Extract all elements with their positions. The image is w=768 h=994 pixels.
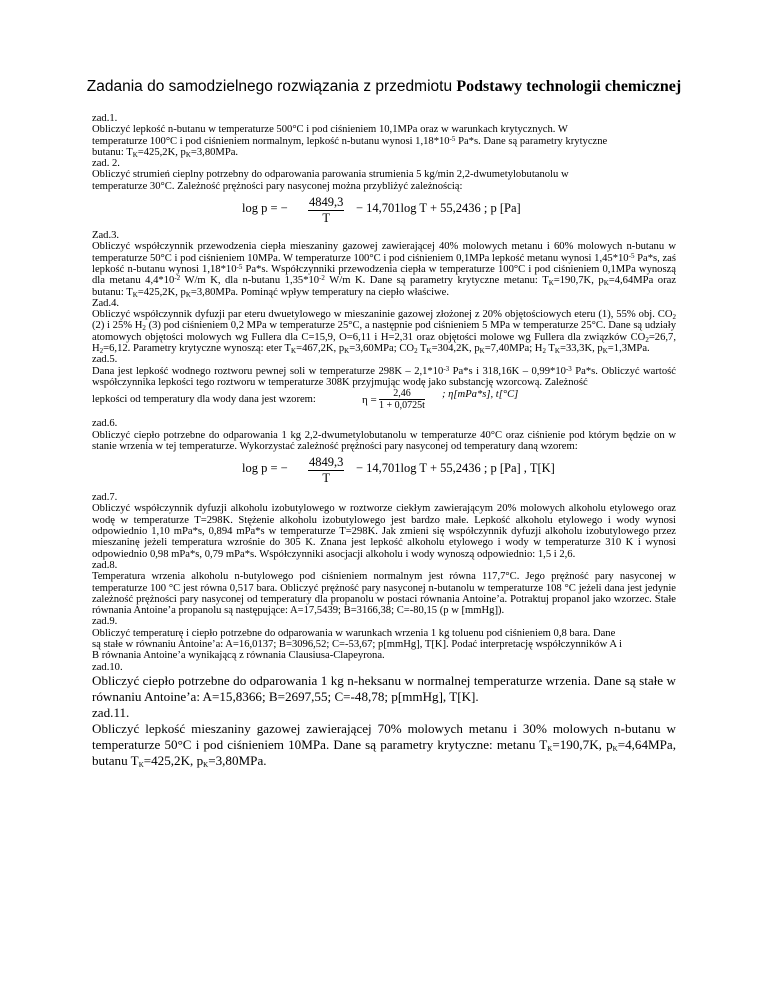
- task-2-line-2: temperaturze 30°C. Zależność prężności pary nasyconej można przybliżyć zależnością:: [92, 180, 463, 192]
- page-title: [0, 78, 768, 96]
- task-4-heading: Zad.4.: [92, 297, 120, 309]
- task-9-line-3: B równania Antoine’a wynikającą z równania Clausiusa-Clapeyrona.: [92, 650, 385, 662]
- task-6-heading: zad.6.: [92, 418, 118, 430]
- vapor-pressure-equation-1: [92, 192, 676, 230]
- task-9-heading: zad.9.: [92, 616, 118, 628]
- task-1-heading: zad.1.: [92, 113, 118, 124]
- task-9-line-2: są stałe w równaniu Antoine’a: A=16,0137; B=3096,52; C=-53,67; p[mmHg], T[K]. Podać interpretację współczynników A i: [92, 638, 622, 650]
- task-8-heading: zad.8.: [92, 559, 118, 571]
- task-5-text: Dana jest lepkość wodnego roztworu pewnej soli w temperaturze $298K - 2,1*10^{-3}$ Pa*s i $318,16K - 0,99*10^{-3}$ Pa*s. Obliczyć wartość współczynnika lepkości tego roztworu w temperaturze 308K przyjmując wodę jako substancję wzorcową. Zależność: [92, 364, 676, 388]
- task-10-heading: zad.10.: [92, 661, 123, 673]
- water-viscosity-formula: [92, 388, 676, 412]
- task-3-heading: Zad.3.: [92, 230, 120, 242]
- task-2-line-1: Obliczyć strumień cieplny potrzebny do odparowania parowania strumienia 5 kg/min 2,2-dwumetylobutanolu w: [92, 169, 569, 181]
- task-list: [92, 113, 676, 769]
- task-2-heading: zad. 2.: [92, 158, 120, 170]
- task-1-line-2: temperaturze 100°C i pod ciśnieniem normalnym, lepkość n-butanu wynosi $1,18*10^{-5}$ Pa*s. Dane są parametry krytyczne: [92, 134, 608, 147]
- equation-fraction: $\frac{4849,3}{T}$: [309, 195, 344, 226]
- task-7-text: Obliczyć współczynnik dyfuzji alkoholu izobutylowego w roztworze ciekłym zawierającym 20% molowych alkoholu etylowego oraz wodę w temperaturze T=298K. Stężenie alkoholu izobutylowego jest bardzo małe. Lepkość alkoholu etylowego i wody wynosi odpowiednio 1,10 mPa*s, 0,894 mPa*s w temperaturze T=298K. Jak zmieni się współczynnik dyfuzji alkoholu izobutylowego przez mieszaninę jeżeli temperatura wzrośnie do 305 K. Znana jest lepkość alkoholu etylowego i wody w temperaturze 310 K i wynosi odpowiednio 0,98 mPa*s, 0,79 mPa*s. Współczynniki asocjacji alkoholu i wody wynoszą odpowiednio: 1,5 i 2,6.: [92, 503, 676, 560]
- title-subject: Podstawy technologii chemicznej: [456, 78, 682, 95]
- viscosity-units: ; η[mPa*s], t[°C]: [442, 389, 519, 401]
- equation-2-fraction: $\frac{4849,3}{T}$: [309, 455, 344, 486]
- task-11-heading: zad.11.: [92, 704, 130, 720]
- task-9-line-1: Obliczyć temperaturę i ciepło potrzebne do odparowania w warunkach wrzenia 1 kg toluenu pod ciśnieniem 0,8 bara. Dane: [92, 627, 616, 639]
- task-10-text: Obliczyć ciepło potrzebne do odparowania 1 kg n-heksanu w normalnej temperaturze wrzenia. Dane są stałe w równaniu Antoine’a: A=15,8366; B=2697,55; C=-48,78; p[mmHg], T[K].: [92, 672, 676, 704]
- equation-rhs: − 14,701log T + 55,2436 ; p [Pa]: [356, 201, 521, 216]
- task-6-text: Obliczyć ciepło potrzebne do odparowania 1 kg 2,2-dwumetylobutanolu w temperaturze 40°C oraz ciśnienie pod którym będzie on w stanie wrzenia w tej temperaturze. Wykorzystać zależność prężności pary nasyconej od temperatury daną wzorem:: [92, 429, 676, 452]
- task-11-text: Obliczyć lepkość mieszaniny gazowej zawierającej 70% molowych metanu i 30% molowych n-butanu w temperaturze 50°C i pod ciśnieniem 10MPa. Dane są parametry krytyczne: metanu $T_K=190,7K$, $p_K=4,64MPa$, butanu $T_K=425,2K$, $p_K=3,80MPa$.: [92, 720, 676, 769]
- equation-2-rhs: − 14,701log T + 55,2436 ; p [Pa] , T[K]: [356, 461, 555, 476]
- task-1-line-1: Obliczyć lepkość n-butanu w temperaturze 500°C i pod ciśnieniem 10,1MPa oraz w warunkach krytycznych. W: [92, 124, 568, 136]
- task-7-heading: zad.7.: [92, 492, 118, 504]
- task-4-text: Obliczyć współczynnik dyfuzji par eteru dwuetylowego w mieszaninie gazowej złożonej z 20% objętościowych eteru (1), 55% obj. $CO_2$ (2) i 25% $H_2$ (3) pod ciśnieniem 0,2 MPa w temperaturze 25°C, a następnie pod ciśnieniem 5 MPa w temperaturze 25°C. Dane są udziały atomowych objętości molowych wg Fullera dla C=15,9, O=6,11 i H=2,31 oraz objętości molowe wg Fullera dla związków $CO_2=26,7$, $H_2=6,12$. Parametry krytyczne wynoszą: eter $T_K=467,2K$, $p_K=3,60MPa$; $CO_2$ $T_K=304,2K$, $p_K=7,40MPa$; $H_2$ $T_K=33,3K$, $p_K=1,3MPa$.: [92, 309, 676, 356]
- task-8-text: Temperatura wrzenia alkoholu n-butylowego pod ciśnieniem normalnym jest równa 117,7°C. Jego prężność pary nasyconej w temperaturze 100 °C jest równa 0,517 bara. Obliczyć prężność pary nasyconej n-butanolu w temperaturze 108 °C jeżeli dana jest jedynie zależność prężności pary nasyconej od temperatury dla propanolu w postaci równania Antoine’a. Potraktuj propanol jako wzorzec. Stałe równania Antoine’a propanolu są następujące: A=17,5439; B=3166,38; C=-80,15 (p w [mmHg]).: [92, 571, 676, 617]
- eta-symbol: η =: [362, 394, 377, 407]
- title-prefix: Zadania do samodzielnego rozwiązania z przedmiotu: [86, 78, 457, 95]
- vapor-pressure-equation-2: [92, 452, 676, 492]
- task-5-formula-intro: lepkości od temperatury dla wody dana jest wzorem:: [92, 394, 316, 406]
- task-5-heading: zad.5.: [92, 354, 118, 366]
- equation-lhs: log p = −: [242, 201, 288, 216]
- equation-2-lhs: log p = −: [242, 461, 288, 476]
- task-1-line-3: butanu: $T_K=425,2K$, $p_K=3,80MPa$.: [92, 146, 239, 159]
- viscosity-fraction: $\frac{2,46}{1 + 0,0725t}$: [379, 388, 425, 412]
- task-3-text: Obliczyć współczynnik przewodzenia ciepła mieszaniny gazowej zawierającej 40% molowych metanu i 60% molowych n-butanu w temperaturze 50°C i pod ciśnieniem 10MPa. W temperaturze 100°C i pod ciśnieniem 0,1MPa lepkość metanu wynosi $1,45*10^{-5}$ Pa*s, zaś lepkość n-butanu wynosi $1,18*10^{-5}$ Pa*s. Współczynniki przewodzenia ciepła w temperaturze 100°C i pod ciśnieniem 0,1MPa wynoszą dla metanu $4,4*10^{-2}$ W/m K, dla n-butanu $1,35*10^{-2}$ W/m K. Dane są parametry krytyczne metanu: $T_K=190,7K$, $p_K=4,64MPa$ oraz butanu: $T_K=425,2K$, $p_K=3,80MPa$. Pominąć wpływ temperatury na ciepło właściwe.: [92, 241, 677, 299]
